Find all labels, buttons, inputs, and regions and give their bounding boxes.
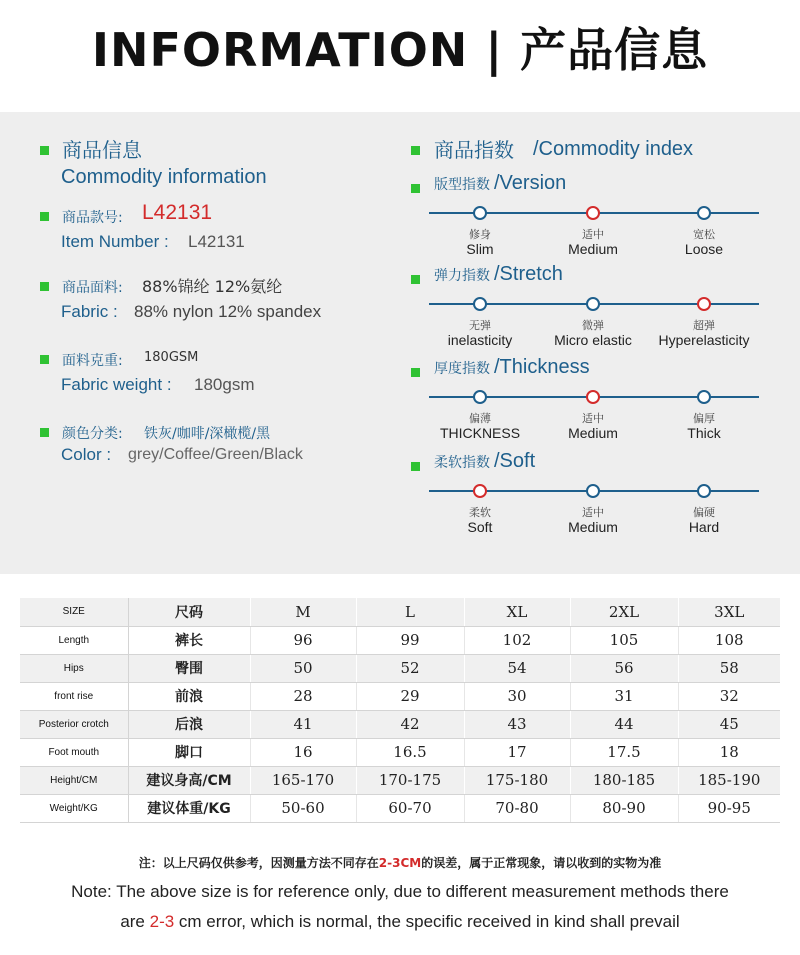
version-option-dot — [697, 206, 711, 220]
item-number-label-cn: 商品款号: — [62, 210, 123, 226]
table-cell: 56 — [570, 654, 678, 682]
table-cell: 42 — [356, 710, 464, 738]
table-cell: 70-80 — [464, 794, 570, 822]
table-cell: 165-170 — [250, 766, 356, 794]
table-cell: 17.5 — [570, 738, 678, 766]
fabric-weight-label-en: Fabric weight : — [61, 375, 172, 394]
fabric-weight-value-en: 180gsm — [194, 375, 255, 394]
table-header-row — [20, 598, 780, 626]
bullet-icon — [40, 146, 49, 155]
table-cell: 185-190 — [678, 766, 780, 794]
commodity-index-heading-cn: 商品指数 — [434, 138, 514, 162]
table-cell: 裤长 — [128, 626, 250, 654]
table-header-cell: XL — [464, 598, 570, 626]
table-row — [20, 626, 780, 654]
bullet-icon — [40, 212, 49, 221]
size-table — [20, 598, 780, 823]
thickness-option-dot — [697, 390, 711, 404]
fabric-value-cn: 88%锦纶 12%氨纶 — [142, 277, 283, 296]
stretch-option-dot — [697, 297, 711, 311]
version-option-dot — [586, 206, 600, 220]
table-cell: 脚口 — [128, 738, 250, 766]
bullet-icon — [411, 275, 420, 284]
color-label-en: Color : — [61, 445, 112, 464]
fabric-weight-label-cn: 面料克重: — [62, 353, 123, 369]
stretch-index-title: 弹力指数 /Stretch — [434, 263, 563, 285]
table-cell: 45 — [678, 710, 780, 738]
table-cell: 臀围 — [128, 654, 250, 682]
table-cell: 50 — [250, 654, 356, 682]
table-row — [20, 710, 780, 738]
thickness-option-label-en: Thick — [687, 425, 721, 441]
table-cell: 建议体重/KG — [128, 794, 250, 822]
soft-option-dot — [697, 484, 711, 498]
commodity-index-heading-en: /Commodity index — [533, 138, 694, 160]
version-option-label-en: Medium — [568, 241, 618, 257]
thickness-option-dot — [586, 390, 600, 404]
stretch-option-label-cn: 超弹 — [693, 319, 715, 332]
item-number-label-en: Item Number : — [61, 232, 169, 251]
thickness-index-title: 厚度指数 /Thickness — [434, 356, 590, 378]
bullet-icon — [411, 184, 420, 193]
table-cell: 90-95 — [678, 794, 780, 822]
table-cell: Foot mouth — [20, 738, 128, 766]
table-cell: 60-70 — [356, 794, 464, 822]
soft-option-label-en: Hard — [688, 519, 720, 535]
table-cell: 28 — [250, 682, 356, 710]
stretch-option-label-cn: 微弹 — [582, 319, 604, 332]
table-cell: Length — [20, 626, 128, 654]
thickness-option-label-en: Medium — [568, 425, 618, 441]
bullet-icon — [411, 368, 420, 377]
stretch-option-label-en: inelasticity — [447, 332, 513, 348]
table-cell: 102 — [464, 626, 570, 654]
item-number-value-cn: L42131 — [142, 201, 213, 224]
table-cell: 80-90 — [570, 794, 678, 822]
soft-option-dot — [586, 484, 600, 498]
version-option-label-en: Slim — [466, 241, 494, 257]
note-cn: 注：以上尺码仅供参考，因测量方法不同存在2-3CM的误差，属于正常现象，请以收到的实物为准 — [138, 856, 662, 870]
table-row — [20, 794, 780, 822]
version-option-label-en: Loose — [684, 241, 724, 257]
table-cell: 58 — [678, 654, 780, 682]
soft-option-label-cn: 柔软 — [469, 506, 491, 519]
table-cell: 17 — [464, 738, 570, 766]
table-header-cell: M — [250, 598, 356, 626]
table-cell: 175-180 — [464, 766, 570, 794]
table-cell: 44 — [570, 710, 678, 738]
version-option-dot — [473, 206, 487, 220]
table-cell: 170-175 — [356, 766, 464, 794]
soft-option-dot — [473, 484, 487, 498]
table-header-cell: 3XL — [678, 598, 780, 626]
table-cell: 16.5 — [356, 738, 464, 766]
stretch-option-label-en: Hyperelasticity — [658, 332, 750, 348]
table-cell: 50-60 — [250, 794, 356, 822]
soft-index-title: 柔软指数 /Soft — [434, 450, 536, 472]
fabric-label-en: Fabric : — [61, 302, 118, 321]
table-cell: 32 — [678, 682, 780, 710]
table-header-cell: SIZE — [20, 598, 128, 626]
table-row — [20, 682, 780, 710]
table-cell: 建议身高/CM — [128, 766, 250, 794]
stretch-option-label-en: Micro elastic — [554, 332, 632, 348]
table-cell: Posterior crotch — [20, 710, 128, 738]
thickness-option-label-en: THICKNESS — [439, 425, 521, 441]
version-index-title: 版型指数 /Version — [434, 172, 567, 194]
thickness-option-label-cn: 偏厚 — [693, 412, 715, 425]
stretch-option-label-cn: 无弹 — [469, 319, 491, 332]
thickness-option-label-cn: 适中 — [582, 412, 604, 425]
soft-option-label-cn: 偏硬 — [693, 506, 715, 519]
table-cell: 99 — [356, 626, 464, 654]
title-bar — [0, 0, 800, 112]
table-cell: Height/CM — [20, 766, 128, 794]
table-cell: 31 — [570, 682, 678, 710]
bullet-icon — [411, 462, 420, 471]
table-header-cell: 尺码 — [128, 598, 250, 626]
note-en-line-2: are 2-3 cm error, which is normal, the specific received in kind shall prevail — [120, 912, 680, 931]
fabric-value-en: 88% nylon 12% spandex — [134, 302, 322, 321]
bullet-icon — [40, 428, 49, 437]
table-row — [20, 654, 780, 682]
table-cell: 29 — [356, 682, 464, 710]
page-title: INFORMATION | 产品信息 — [91, 23, 709, 77]
soft-option-label-en: Soft — [467, 519, 493, 535]
fabric-weight-value-cn: 180GSM — [144, 350, 199, 365]
table-cell: 30 — [464, 682, 570, 710]
table-cell: 105 — [570, 626, 678, 654]
version-option-label-cn: 修身 — [469, 228, 491, 241]
fabric-label-cn: 商品面料: — [62, 280, 123, 296]
color-label-cn: 颜色分类: — [62, 426, 123, 442]
soft-option-label-cn: 适中 — [582, 506, 604, 519]
version-option-label-cn: 宽松 — [693, 228, 715, 241]
table-cell: 54 — [464, 654, 570, 682]
stretch-option-dot — [586, 297, 600, 311]
commodity-info-heading-en: Commodity information — [61, 166, 267, 188]
table-cell: 180-185 — [570, 766, 678, 794]
color-value-cn: 铁灰/咖啡/深橄榄/黑 — [144, 426, 271, 442]
table-header-cell: L — [356, 598, 464, 626]
table-cell: 16 — [250, 738, 356, 766]
table-cell: 后浪 — [128, 710, 250, 738]
table-cell: 43 — [464, 710, 570, 738]
version-option-label-cn: 适中 — [582, 228, 604, 241]
commodity-info-heading-cn: 商品信息 — [62, 138, 142, 162]
thickness-option-label-cn: 偏薄 — [469, 412, 491, 425]
table-cell: 108 — [678, 626, 780, 654]
table-row — [20, 766, 780, 794]
thickness-option-dot — [473, 390, 487, 404]
table-cell: 96 — [250, 626, 356, 654]
stretch-option-dot — [473, 297, 487, 311]
color-value-en: grey/Coffee/Green/Black — [128, 446, 303, 463]
table-cell: 41 — [250, 710, 356, 738]
note-en-line-1: Note: The above size is for reference only, due to different measurement methods there — [71, 882, 729, 901]
soft-option-label-en: Medium — [568, 519, 618, 535]
bullet-icon — [40, 282, 49, 291]
table-cell: 52 — [356, 654, 464, 682]
table-cell: 18 — [678, 738, 780, 766]
table-cell: front rise — [20, 682, 128, 710]
table-cell: Hips — [20, 654, 128, 682]
bullet-icon — [40, 355, 49, 364]
table-cell: Weight/KG — [20, 794, 128, 822]
table-cell: 前浪 — [128, 682, 250, 710]
info-panel — [0, 112, 800, 574]
table-header-cell: 2XL — [570, 598, 678, 626]
item-number-value-en: L42131 — [188, 232, 245, 251]
bullet-icon — [411, 146, 420, 155]
table-row — [20, 738, 780, 766]
